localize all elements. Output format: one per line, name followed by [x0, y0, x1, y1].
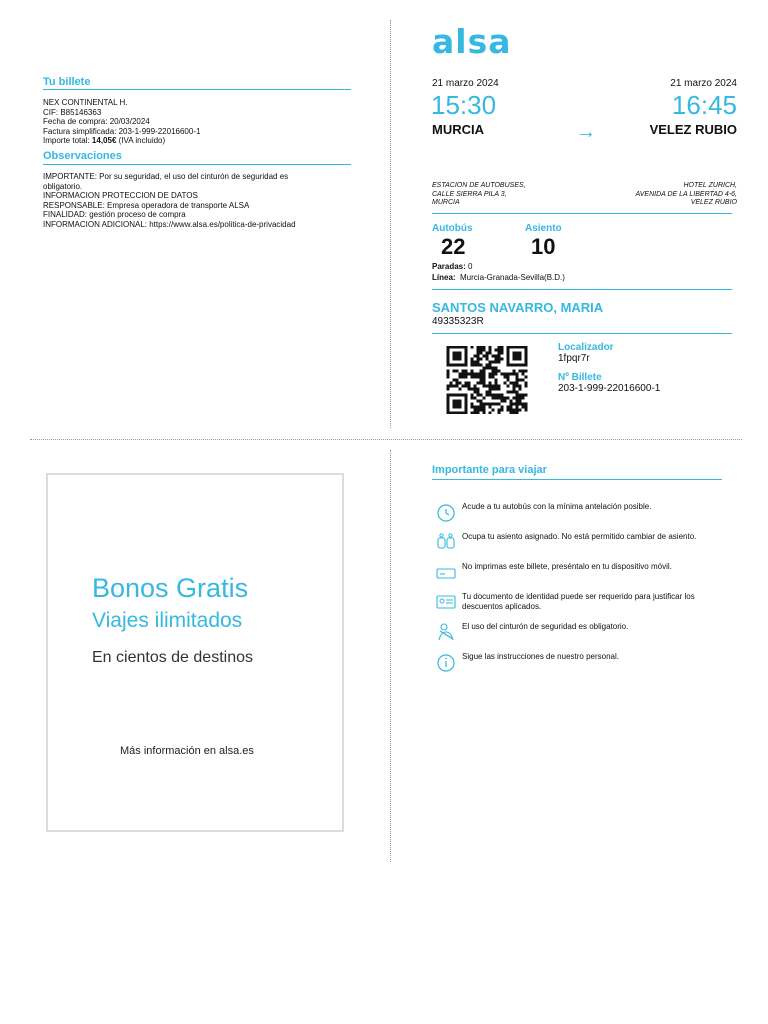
details-rule: [432, 289, 732, 290]
promo-title: Bonos Gratis: [92, 573, 249, 603]
tip-text: Ocupa tu asiento asignado. No está permitido cambiar de asiento.: [462, 532, 697, 541]
info-icon: [436, 652, 456, 672]
departure-time: 15:30: [431, 90, 497, 120]
arrival-time: 16:45: [671, 90, 737, 120]
obs-line: INFORMACION ADICIONAL: https://www.alsa.es/politica-de-privacidad: [43, 219, 296, 229]
obs-line: INFORMACION PROTECCION DE DATOS: [43, 191, 198, 201]
promo-box: [46, 473, 344, 832]
horizontal-fold-line: [30, 439, 742, 440]
route-rule: [432, 213, 732, 214]
ticket-number-label: Nº Billete: [558, 372, 602, 383]
vertical-fold-line-bottom: [390, 450, 391, 862]
line-row: [432, 273, 565, 282]
origin-city: MURCIA: [432, 122, 484, 137]
id-card-icon: [436, 592, 456, 612]
origin-address: [432, 182, 526, 208]
ticket-section-rule: [43, 89, 351, 90]
seat-label: Asiento: [525, 223, 562, 234]
obs-line: IMPORTANTE: Por su seguridad, el uso del cinturón de seguridad es: [43, 172, 289, 181]
seatbelt-icon: [436, 622, 456, 642]
info-line: CIF: B85146363: [43, 107, 102, 117]
promo-footer: Más información en alsa.es: [120, 745, 254, 757]
qr-code: [446, 346, 528, 414]
obs-line: FINALIDAD: gestión proceso de compra: [43, 210, 186, 220]
observations-rule: [43, 164, 351, 165]
bus-number: 22: [441, 234, 466, 259]
bus-label: Autobús: [432, 223, 473, 234]
ticket-number-value: 203-1-999-22016600-1: [558, 383, 661, 394]
observations-lines: [43, 172, 296, 230]
address-line: CALLE SIERRA PILA 3,: [432, 190, 507, 198]
obs-line: obligatorio.: [43, 181, 83, 191]
stops-value: 0: [468, 262, 473, 271]
address-line: VELEZ RUBIO: [690, 199, 737, 206]
destination-date: 21 marzo 2024: [670, 78, 737, 89]
stops-label: Paradas:: [432, 262, 466, 271]
address-line: AVENIDA DE LA LIBERTAD 4-6,: [635, 190, 737, 198]
tip-text: El uso del cinturón de seguridad es obligatorio.: [462, 622, 629, 631]
clock-icon: [436, 502, 456, 522]
destination-address: [635, 182, 737, 208]
seat-icon: [436, 532, 456, 552]
stops-row: [432, 262, 472, 271]
locator-value: 1fpqr7r: [558, 353, 590, 364]
info-line: Fecha de compra: 20/03/2024: [43, 117, 150, 127]
origin-date: 21 marzo 2024: [432, 78, 499, 89]
ticket-info-lines: [43, 98, 200, 146]
locator-label: Localizador: [558, 342, 614, 353]
address-line: HOTEL ZURICH,: [683, 182, 737, 189]
ticket-section-title: Tu billete: [43, 76, 91, 88]
travel-tips-rule: [432, 479, 722, 480]
total-amount-line: [43, 136, 200, 146]
observations-title: Observaciones: [43, 150, 122, 162]
info-line: NEX CONTINENTAL H.: [43, 98, 128, 107]
alsa-logo: alsa: [432, 22, 512, 61]
vertical-fold-line-top: [390, 20, 391, 428]
seat-number: 10: [531, 234, 556, 259]
passenger-name: SANTOS NAVARRO, MARIA: [432, 300, 604, 315]
route-arrow-icon: →: [576, 121, 596, 143]
passenger-rule: [432, 333, 732, 334]
total-prefix: Importe total:: [43, 136, 92, 146]
destination-city: VELEZ RUBIO: [649, 122, 737, 137]
tip-text: Tu documento de identidad puede ser requerido para justificar los descuentos aplicados.: [462, 592, 695, 611]
line-label: Línea:: [432, 273, 456, 282]
address-line: MURCIA: [432, 199, 460, 206]
tip-text: Acude a tu autobús con la mínima antelación posible.: [462, 502, 652, 511]
promo-subtitle: Viajes ilimitados: [92, 609, 243, 632]
line-value: Murcia-Granada-Sevilla(B.D.): [460, 273, 565, 282]
promo-tagline: En cientos de destinos: [92, 649, 253, 666]
total-amount: 14,05€: [91, 136, 117, 146]
address-line: ESTACION DE AUTOBUSES,: [432, 182, 526, 189]
passenger-id: 49335323R: [432, 316, 484, 327]
ticket-icon: [436, 562, 456, 582]
travel-tips-title: Importante para viajar: [432, 464, 547, 476]
tip-text: Sigue las instrucciones de nuestro personal.: [462, 652, 619, 661]
info-line: Factura simplificada: 203-1-999-22016600-1: [43, 126, 201, 136]
obs-line: RESPONSABLE: Empresa operadora de transporte ALSA: [43, 200, 250, 210]
tip-text: No imprimas este billete, preséntalo en tu dispositivo móvil.: [462, 562, 672, 571]
total-suffix: (IVA incluido): [116, 136, 166, 146]
